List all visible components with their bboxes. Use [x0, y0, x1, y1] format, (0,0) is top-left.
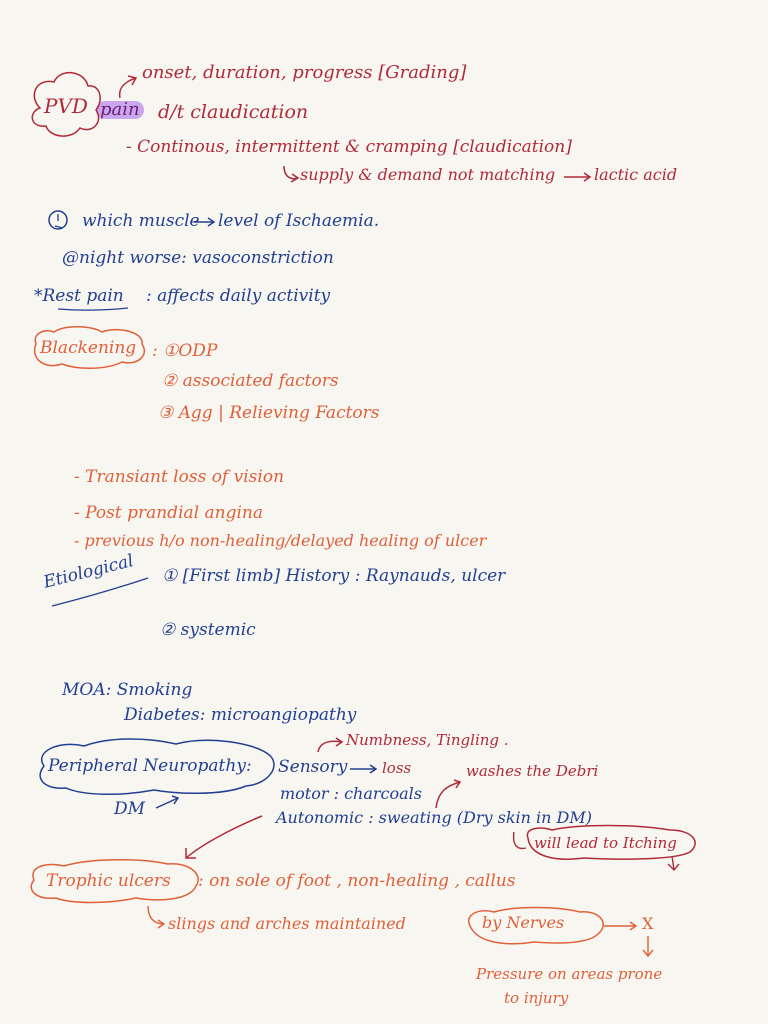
claudication-line: d/t claudication [158, 101, 309, 123]
onset-line: onset, duration, progress [Grading] [142, 62, 467, 83]
sensory-label: Sensory [278, 757, 348, 777]
diabetes-line: Diabetes: microangiopathy [124, 705, 357, 725]
first-limb-line: ① [First limb] History : Raynauds, ulcer [162, 566, 506, 586]
slings-hook [148, 906, 164, 924]
numbness-arrow [318, 741, 342, 752]
dry-skin-hook [514, 832, 526, 848]
itching-down-arrow [672, 856, 674, 870]
previous-ulcer-line: - previous h/o non-healing/delayed healing of ulcer [74, 531, 487, 550]
question-circle-icon [49, 211, 67, 229]
lactic-arrow-head [584, 173, 590, 181]
numbness-line: Numbness, Tingling . [346, 731, 509, 749]
motor-line: motor : charcoals [280, 784, 422, 803]
pressure-line: Pressure on areas prone [476, 965, 663, 983]
supply-hook-head [291, 174, 298, 182]
trophic-arrow [186, 816, 262, 858]
x-mark: X [642, 914, 654, 933]
supply-demand-line: supply & demand not matching [300, 165, 556, 184]
moa-line: MOA: Smoking [62, 680, 193, 700]
odp-item: : ①ODP [152, 341, 218, 361]
slings-arches-line: slings and arches maintained [168, 914, 406, 933]
blackening-label: Blackening [40, 338, 137, 358]
trophic-detail-line: : on sole of foot , non-healing , callus [198, 871, 516, 891]
dm-label: DM [114, 799, 146, 819]
pvd-label: PVD [44, 94, 88, 118]
onset-arrow-head [128, 76, 136, 85]
dm-arrow [156, 798, 178, 808]
rest-pain-detail: : affects daily activity [146, 286, 331, 306]
loss-label: loss [382, 759, 412, 777]
transient-vision-line: - Transiant loss of vision [74, 467, 285, 487]
night-worse-line: @night worse: vasoconstriction [62, 248, 334, 268]
rest-pain-underline [58, 308, 128, 310]
by-nerves-label: by Nerves [482, 913, 565, 932]
agg-relieving-item: ③ Agg | Relieving Factors [158, 403, 380, 423]
itching-line: will lead to Itching [534, 834, 677, 852]
systemic-line: ② systemic [160, 620, 256, 640]
washes-arrow [436, 782, 460, 808]
continuous-line: - Continous, intermittent & cramping [claudication] [126, 137, 572, 157]
injury-line: to injury [504, 989, 569, 1007]
lactic-acid-label: lactic acid [594, 165, 678, 184]
etiological-label: Etiological [41, 551, 136, 593]
onset-arrow [120, 78, 136, 98]
post-prandial-line: - Post prandial angina [74, 503, 263, 523]
autonomic-line: Autonomic : sweating (Dry skin in DM) [276, 808, 592, 827]
pain-highlight: pain [96, 101, 144, 119]
which-muscle-line: which muscle [82, 211, 200, 231]
supply-hook [284, 166, 298, 179]
associated-factors-item: ② associated factors [162, 371, 339, 391]
rest-pain-label: *Rest pain [34, 286, 124, 306]
trophic-ulcers-label: Trophic ulcers [46, 871, 171, 891]
washes-debri-line: washes the Debri [466, 762, 599, 780]
peripheral-neuropathy-label: Peripheral Neuropathy: [48, 756, 252, 776]
ischaemia-level: level of Ischaemia. [218, 211, 380, 231]
